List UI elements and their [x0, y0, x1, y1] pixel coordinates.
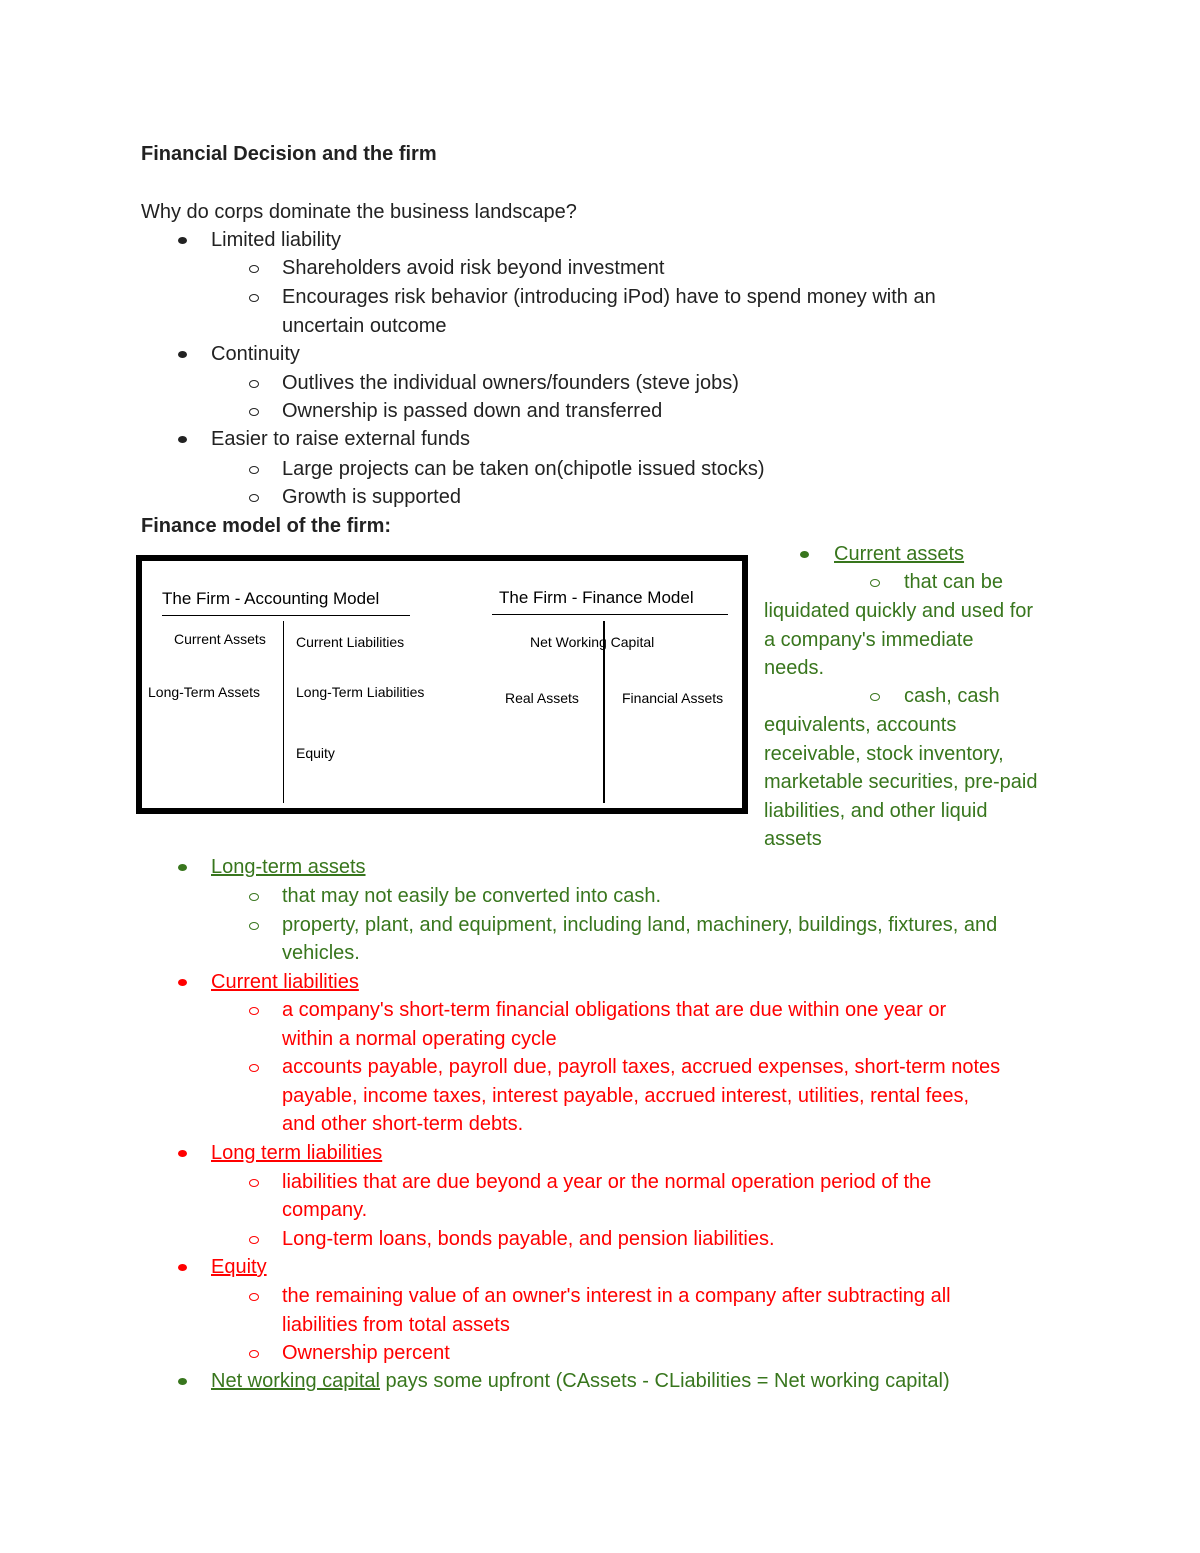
- circle-bullet-icon: [249, 893, 259, 901]
- circle-bullet-icon: [249, 1350, 259, 1358]
- term-equity: Equity: [211, 1256, 267, 1278]
- bullet-icon: [178, 979, 187, 986]
- diagram-label: Real Assets: [505, 690, 579, 706]
- list-item-continuation: liabilities from total assets: [282, 1314, 510, 1336]
- list-item-continuation: equivalents, accounts: [764, 714, 957, 736]
- section-heading: Finance model of the firm:: [141, 515, 392, 537]
- list-item: Large projects can be taken on(chipotle issued stocks): [282, 458, 765, 480]
- list-item-continuation: marketable securities, pre-paid: [764, 771, 1038, 793]
- bullet-icon: [800, 551, 809, 558]
- bullet-icon: [178, 1378, 187, 1385]
- divider: [162, 615, 410, 616]
- list-item: cash, cash: [904, 685, 1000, 707]
- list-item: Ownership is passed down and transferred: [282, 400, 663, 422]
- section-question: Why do corps dominate the business landscape?: [141, 201, 577, 223]
- list-item-continuation: company.: [282, 1199, 368, 1221]
- list-item: [211, 1369, 950, 1393]
- term-current-assets: Current assets: [834, 543, 965, 565]
- list-item-continuation: a company's immediate: [764, 629, 974, 651]
- list-item: accounts payable, payroll due, payroll taxes, accrued expenses, short-term notes: [282, 1056, 1001, 1078]
- circle-bullet-icon: [249, 1179, 259, 1187]
- bullet-icon: [178, 237, 187, 244]
- diagram-label: Long-Term Assets: [148, 684, 261, 700]
- list-item: that may not easily be converted into cash.: [282, 885, 662, 907]
- bullet-icon: [178, 351, 187, 358]
- circle-bullet-icon: [249, 494, 259, 502]
- list-item: Shareholders avoid risk beyond investment: [282, 257, 665, 279]
- circle-bullet-icon: [870, 579, 880, 587]
- diagram-label: Long-Term Liabilities: [296, 684, 425, 700]
- divider: [283, 621, 284, 803]
- diagram-label: Equity: [296, 745, 335, 761]
- list-item-continuation: needs.: [764, 657, 825, 679]
- diagram-label: Current Assets: [174, 631, 266, 647]
- list-item: Easier to raise external funds: [211, 428, 471, 450]
- list-item: Ownership percent: [282, 1342, 450, 1364]
- circle-bullet-icon: [870, 693, 880, 701]
- list-item-continuation: vehicles.: [282, 942, 360, 964]
- list-item: liabilities that are due beyond a year or the normal operation period of the: [282, 1171, 932, 1193]
- bullet-icon: [178, 864, 187, 871]
- list-item: that can be: [904, 571, 1003, 593]
- list-item: a company's short-term financial obligations that are due within one year or: [282, 999, 947, 1021]
- list-item: Limited liability: [211, 229, 342, 251]
- bullet-icon: [178, 1264, 187, 1271]
- circle-bullet-icon: [249, 380, 259, 388]
- bullet-icon: [178, 1150, 187, 1157]
- list-item-continuation: uncertain outcome: [282, 315, 447, 337]
- list-item-continuation: within a normal operating cycle: [282, 1028, 557, 1050]
- circle-bullet-icon: [249, 1236, 259, 1244]
- list-item: property, plant, and equipment, including land, machinery, buildings, fixtures, and: [282, 914, 998, 936]
- list-item-continuation: liabilities, and other liquid: [764, 800, 988, 822]
- circle-bullet-icon: [249, 265, 259, 273]
- list-item-continuation: payable, income taxes, interest payable, accrued interest, utilities, rental fees,: [282, 1085, 970, 1107]
- circle-bullet-icon: [249, 1293, 259, 1301]
- firm-model-diagram: [136, 555, 748, 814]
- circle-bullet-icon: [249, 1007, 259, 1015]
- net-working-capital-text: pays some upfront (CAssets - CLiabilities = Net working capital): [379, 1370, 950, 1392]
- accounting-model-title: The Firm - Accounting Model: [162, 589, 380, 608]
- term-net-working-capital: Net working capital: [211, 1370, 380, 1392]
- list-item: Continuity: [211, 343, 300, 365]
- divider: [492, 614, 728, 615]
- list-item: Outlives the individual owners/founders (steve jobs): [282, 372, 739, 394]
- list-item-continuation: liquidated quickly and used for: [764, 600, 1034, 622]
- diagram-label: Financial Assets: [622, 690, 724, 706]
- list-item-continuation: assets: [764, 828, 822, 850]
- list-item: the remaining value of an owner's interest in a company after subtracting all: [282, 1285, 951, 1307]
- page-title: Financial Decision and the firm: [141, 143, 437, 165]
- list-item-continuation: receivable, stock inventory,: [764, 743, 1004, 765]
- term-current-liabilities: Current liabilities: [211, 971, 359, 993]
- term-long-term-liabilities: Long term liabilities: [211, 1142, 383, 1164]
- list-item-continuation: and other short-term debts.: [282, 1113, 524, 1135]
- circle-bullet-icon: [249, 1064, 259, 1072]
- diagram-label: Current Liabilities: [296, 634, 405, 650]
- circle-bullet-icon: [249, 466, 259, 474]
- circle-bullet-icon: [249, 922, 259, 930]
- list-item: Long-term loans, bonds payable, and pension liabilities.: [282, 1228, 775, 1250]
- diagram-label: Net Working Capital: [530, 634, 655, 650]
- finance-model-title: The Firm - Finance Model: [499, 588, 694, 607]
- circle-bullet-icon: [249, 408, 259, 416]
- list-item: Growth is supported: [282, 486, 461, 508]
- bullet-icon: [178, 436, 187, 443]
- term-long-term-assets: Long-term assets: [211, 856, 366, 878]
- list-item: Encourages risk behavior (introducing iPod) have to spend money with an: [282, 286, 936, 308]
- circle-bullet-icon: [249, 294, 259, 302]
